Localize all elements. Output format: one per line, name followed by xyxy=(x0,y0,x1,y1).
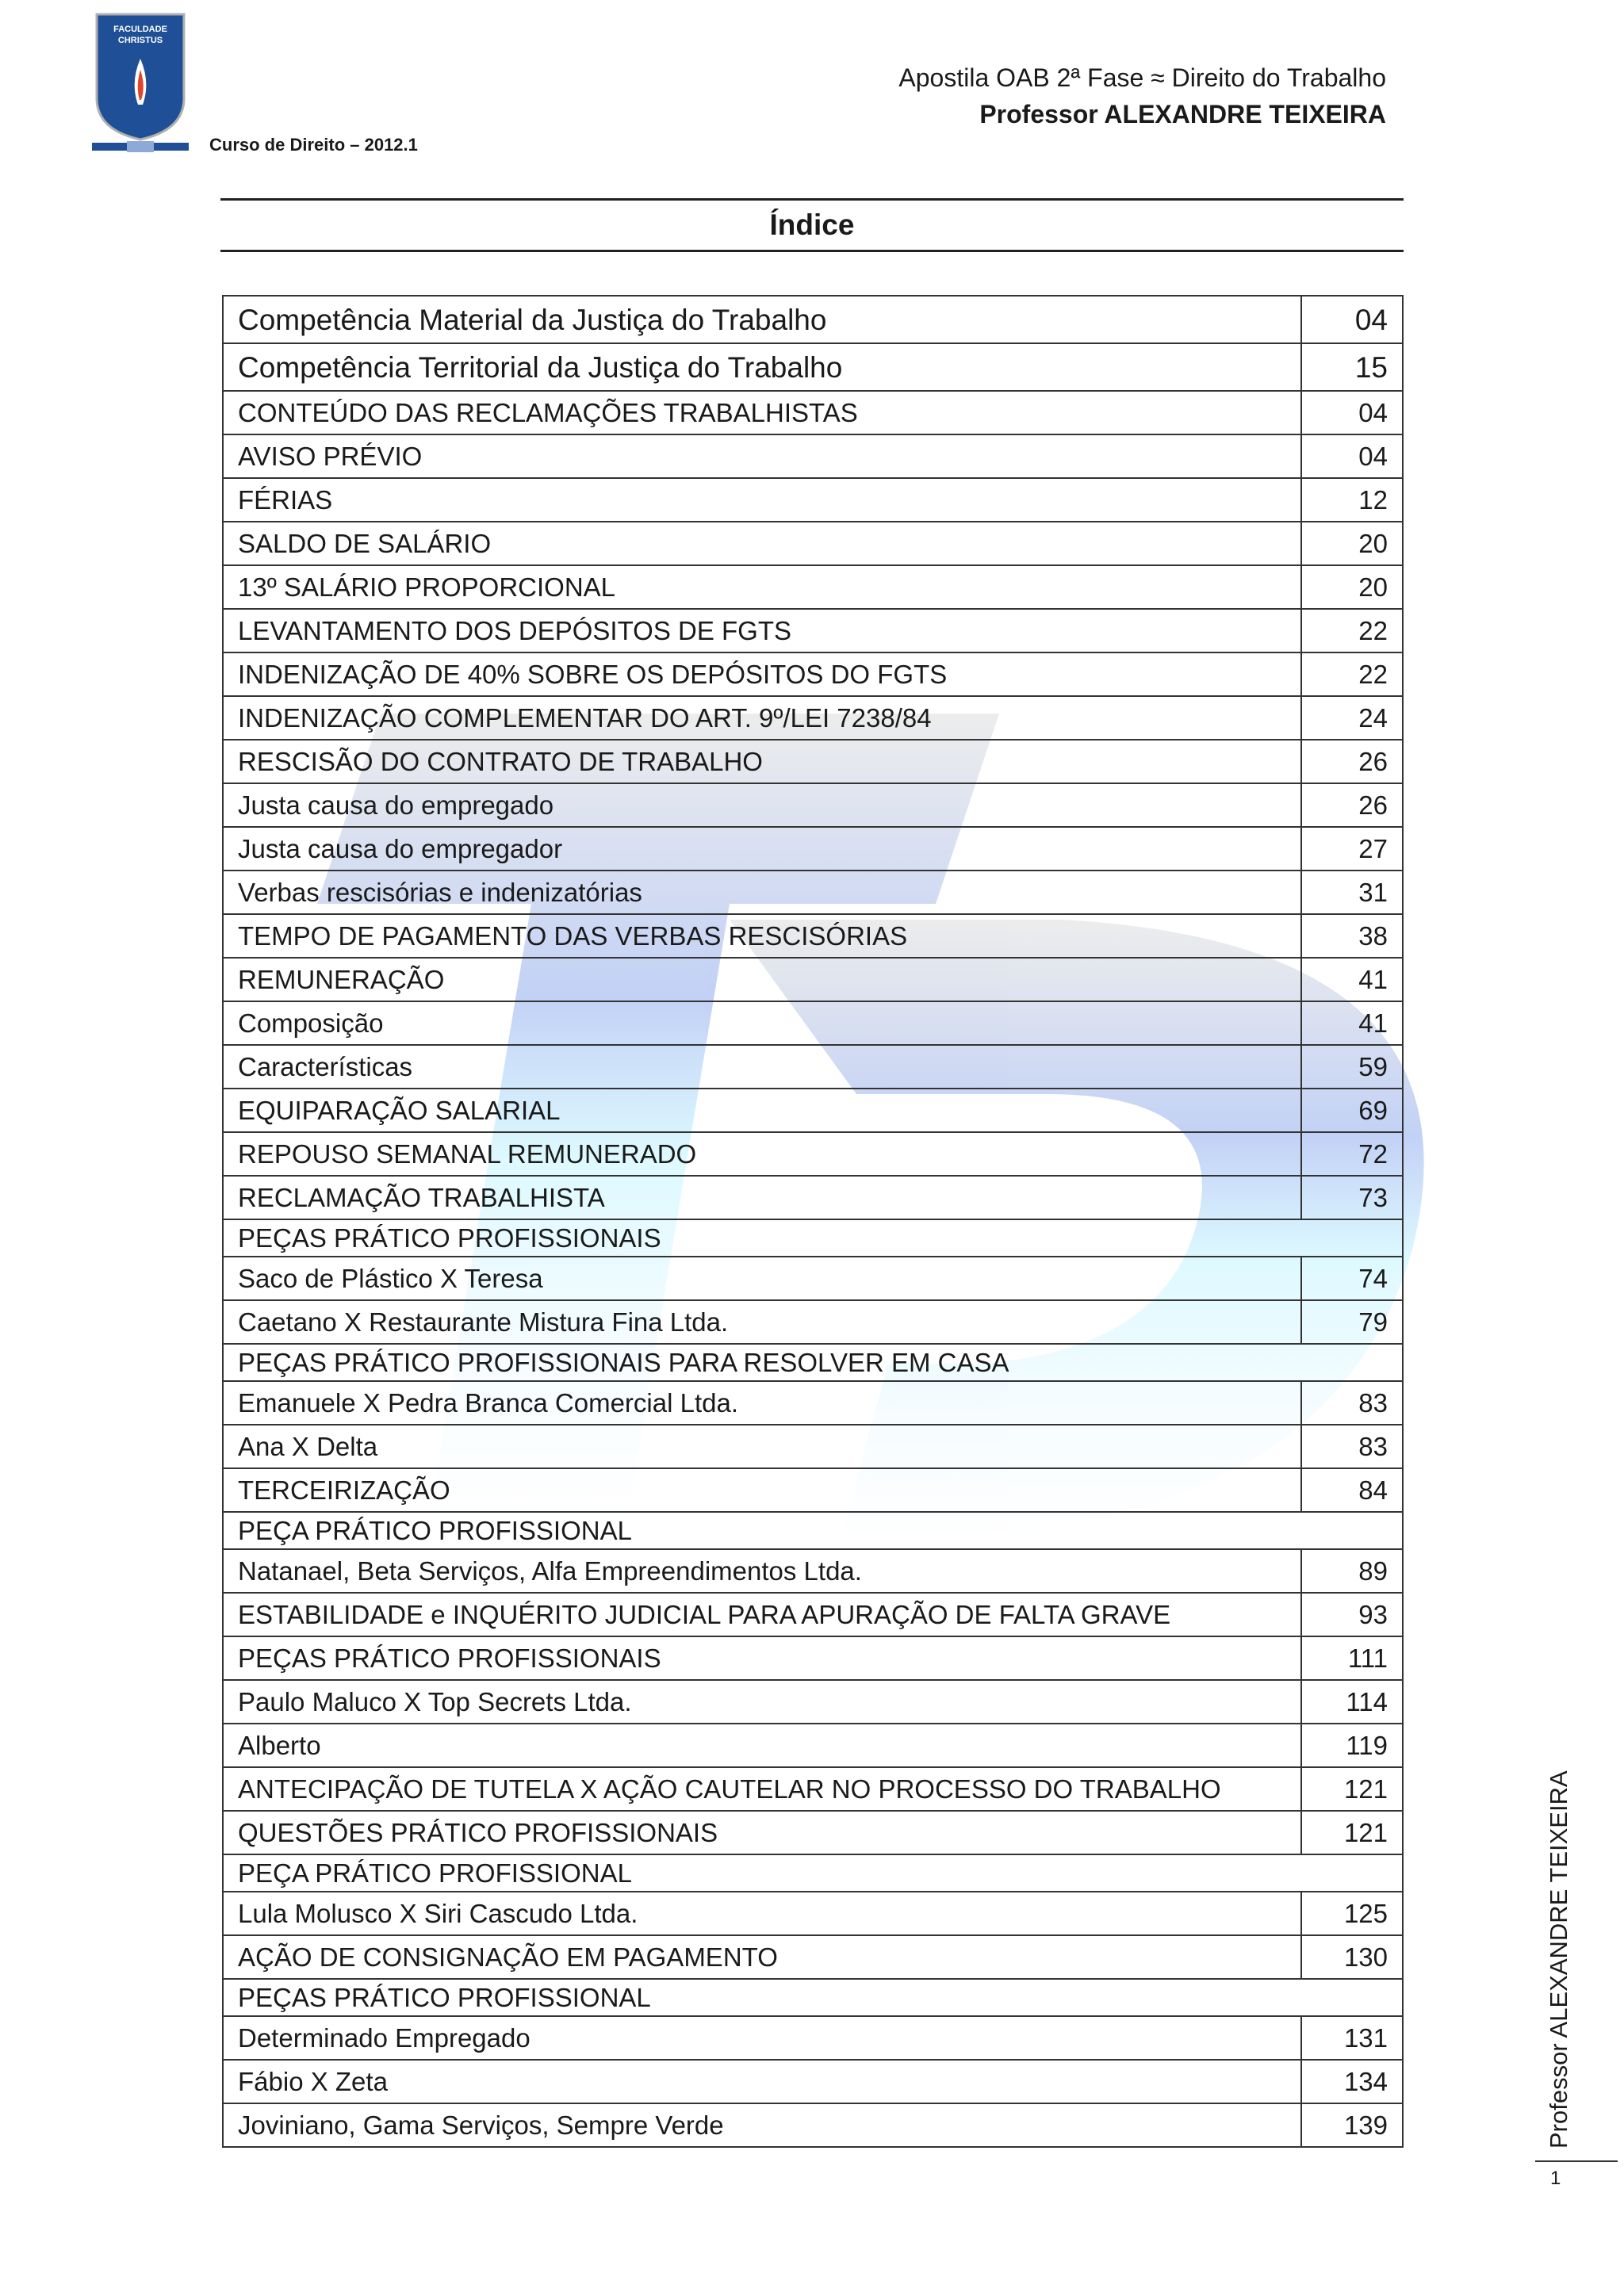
entry-title: Características xyxy=(223,1045,1301,1089)
entry-title: PEÇAS PRÁTICO PROFISSIONAIS xyxy=(223,1219,1403,1257)
entry-title: Verbas rescisórias e indenizatórias xyxy=(223,871,1301,914)
entry-title: Lula Molusco X Siri Cascudo Ltda. xyxy=(223,1892,1301,1935)
header-author: Professor ALEXANDRE TEIXEIRA xyxy=(979,100,1386,128)
table-row xyxy=(223,296,1403,343)
entry-page: 22 xyxy=(1301,609,1403,652)
entry-page: 20 xyxy=(1301,565,1403,609)
header-subtitle: Apostila OAB 2ª Fase ≈ Direito do Trabalho xyxy=(898,63,1386,92)
entry-page: 121 xyxy=(1301,1767,1403,1811)
entry-page: 84 xyxy=(1301,1468,1403,1512)
table-row xyxy=(223,958,1403,1001)
entry-page: 83 xyxy=(1301,1381,1403,1425)
entry-page: 15 xyxy=(1301,343,1403,391)
entry-title: Emanuele X Pedra Branca Comercial Ltda. xyxy=(223,1381,1301,1425)
entry-page: 04 xyxy=(1301,391,1403,434)
svg-text:FACULDADE: FACULDADE xyxy=(113,25,167,34)
entry-page: 12 xyxy=(1301,478,1403,522)
entry-title: Justa causa do empregador xyxy=(223,827,1301,871)
entry-page: 130 xyxy=(1301,1935,1403,1979)
side-author-text: Professor ALEXANDRE TEIXEIRA xyxy=(1545,1770,1572,2149)
entry-page: 114 xyxy=(1301,1680,1403,1724)
table-row xyxy=(223,1854,1403,1892)
entry-page: 93 xyxy=(1301,1593,1403,1636)
entry-page: 74 xyxy=(1301,1257,1403,1300)
table-row xyxy=(223,1219,1403,1257)
table-row xyxy=(223,2016,1403,2060)
table-row xyxy=(223,434,1403,478)
entry-title: PEÇAS PRÁTICO PROFISSIONAIS PARA RESOLVER EM CASA xyxy=(223,1344,1403,1381)
entry-page: 04 xyxy=(1301,434,1403,478)
table-row xyxy=(223,871,1403,914)
entry-title: ESTABILIDADE e INQUÉRITO JUDICIAL PARA APURAÇÃO DE FALTA GRAVE xyxy=(223,1593,1301,1636)
table-row xyxy=(223,1045,1403,1089)
entry-page: 134 xyxy=(1301,2060,1403,2103)
entry-title: AÇÃO DE CONSIGNAÇÃO EM PAGAMENTO xyxy=(223,1935,1301,1979)
table-row xyxy=(223,522,1403,565)
table-row xyxy=(223,343,1403,391)
page-number: 1 xyxy=(1550,2168,1561,2189)
entry-title: Competência Territorial da Justiça do Trabalho xyxy=(223,343,1301,391)
entry-title: INDENIZAÇÃO COMPLEMENTAR DO ART. 9º/LEI 7238/84 xyxy=(223,696,1301,740)
entry-page: 22 xyxy=(1301,652,1403,696)
entry-title: ANTECIPAÇÃO DE TUTELA X AÇÃO CAUTELAR NO PROCESSO DO TRABALHO xyxy=(223,1767,1301,1811)
table-row xyxy=(223,1512,1403,1549)
entry-title: PEÇAS PRÁTICO PROFISSIONAIS xyxy=(223,1636,1301,1680)
entry-title: Alberto xyxy=(223,1724,1301,1767)
entry-page: 89 xyxy=(1301,1549,1403,1593)
table-row xyxy=(223,1979,1403,2016)
entry-title: PEÇA PRÁTICO PROFISSIONAL xyxy=(223,1512,1403,1549)
entry-page: 59 xyxy=(1301,1045,1403,1089)
table-row xyxy=(223,1425,1403,1468)
page-title: Índice xyxy=(220,198,1404,252)
entry-title: Joviniano, Gama Serviços, Sempre Verde xyxy=(223,2103,1301,2147)
entry-title: PEÇA PRÁTICO PROFISSIONAL xyxy=(223,1854,1403,1892)
table-row xyxy=(223,1549,1403,1593)
table-row xyxy=(223,1892,1403,1935)
table-row xyxy=(223,1176,1403,1219)
entry-title: CONTEÚDO DAS RECLAMAÇÕES TRABALHISTAS xyxy=(223,391,1301,434)
entry-page: 119 xyxy=(1301,1724,1403,1767)
entry-title: RECLAMAÇÃO TRABALHISTA xyxy=(223,1176,1301,1219)
course-label: Curso de Direito – 2012.1 xyxy=(209,135,418,155)
table-row xyxy=(223,1257,1403,1300)
table-row xyxy=(223,478,1403,522)
entry-title: Saco de Plástico X Teresa xyxy=(223,1257,1301,1300)
entry-page: 26 xyxy=(1301,783,1403,827)
table-row xyxy=(223,1001,1403,1045)
entry-title: Determinado Empregado xyxy=(223,2016,1301,2060)
entry-title: Competência Material da Justiça do Trabalho xyxy=(223,296,1301,343)
entry-page: 31 xyxy=(1301,871,1403,914)
entry-title: Paulo Maluco X Top Secrets Ltda. xyxy=(223,1680,1301,1724)
entry-title: PEÇAS PRÁTICO PROFISSIONAL xyxy=(223,1979,1403,2016)
entry-page: 24 xyxy=(1301,696,1403,740)
entry-title: RESCISÃO DO CONTRATO DE TRABALHO xyxy=(223,740,1301,783)
table-row xyxy=(223,1724,1403,1767)
entry-page: 131 xyxy=(1301,2016,1403,2060)
table-row xyxy=(223,2103,1403,2147)
svg-text:CHRISTUS: CHRISTUS xyxy=(117,36,163,45)
entry-title: EQUIPARAÇÃO SALARIAL xyxy=(223,1089,1301,1132)
table-row xyxy=(223,2060,1403,2103)
table-row xyxy=(223,740,1403,783)
table-row xyxy=(223,1468,1403,1512)
table-row xyxy=(223,609,1403,652)
entry-title: Fábio X Zeta xyxy=(223,2060,1301,2103)
table-row xyxy=(223,1344,1403,1381)
entry-page: 111 xyxy=(1301,1636,1403,1680)
table-row xyxy=(223,1767,1403,1811)
entry-page: 139 xyxy=(1301,2103,1403,2147)
table-row xyxy=(223,391,1403,434)
entry-page: 73 xyxy=(1301,1176,1403,1219)
entry-title: INDENIZAÇÃO DE 40% SOBRE OS DEPÓSITOS DO FGTS xyxy=(223,652,1301,696)
entry-title: AVISO PRÉVIO xyxy=(223,434,1301,478)
table-row xyxy=(223,696,1403,740)
table-row xyxy=(223,1300,1403,1344)
table-row xyxy=(223,783,1403,827)
entry-title: QUESTÕES PRÁTICO PROFISSIONAIS xyxy=(223,1811,1301,1854)
entry-title: Justa causa do empregado xyxy=(223,783,1301,827)
entry-title: LEVANTAMENTO DOS DEPÓSITOS DE FGTS xyxy=(223,609,1301,652)
table-row xyxy=(223,914,1403,958)
entry-title: Caetano X Restaurante Mistura Fina Ltda. xyxy=(223,1300,1301,1344)
entry-page: 83 xyxy=(1301,1425,1403,1468)
entry-page: 69 xyxy=(1301,1089,1403,1132)
faculty-logo xyxy=(92,11,189,152)
table-row xyxy=(223,1636,1403,1680)
entry-page: 38 xyxy=(1301,914,1403,958)
entry-title: FÉRIAS xyxy=(223,478,1301,522)
entry-title: REPOUSO SEMANAL REMUNERADO xyxy=(223,1132,1301,1176)
table-row xyxy=(223,652,1403,696)
entry-title: REMUNERAÇÃO xyxy=(223,958,1301,1001)
entry-page: 79 xyxy=(1301,1300,1403,1344)
table-row xyxy=(223,565,1403,609)
table-row xyxy=(223,827,1403,871)
entry-page: 121 xyxy=(1301,1811,1403,1854)
entry-page: 26 xyxy=(1301,740,1403,783)
entry-page: 20 xyxy=(1301,522,1403,565)
table-row xyxy=(223,1811,1403,1854)
entry-title: 13º SALÁRIO PROPORCIONAL xyxy=(223,565,1301,609)
entry-title: TERCEIRIZAÇÃO xyxy=(223,1468,1301,1512)
table-row xyxy=(223,1132,1403,1176)
entry-page: 125 xyxy=(1301,1892,1403,1935)
entry-page: 41 xyxy=(1301,958,1403,1001)
entry-page: 27 xyxy=(1301,827,1403,871)
index-table xyxy=(222,295,1404,2148)
table-row xyxy=(223,1935,1403,1979)
table-row xyxy=(223,1089,1403,1132)
entry-page: 72 xyxy=(1301,1132,1403,1176)
side-divider xyxy=(1535,2160,1618,2162)
entry-page: 41 xyxy=(1301,1001,1403,1045)
entry-title: Ana X Delta xyxy=(223,1425,1301,1468)
entry-page: 04 xyxy=(1301,296,1403,343)
entry-title: TEMPO DE PAGAMENTO DAS VERBAS RESCISÓRIAS xyxy=(223,914,1301,958)
table-row xyxy=(223,1680,1403,1724)
table-row xyxy=(223,1593,1403,1636)
entry-title: SALDO DE SALÁRIO xyxy=(223,522,1301,565)
entry-title: Composição xyxy=(223,1001,1301,1045)
entry-title: Natanael, Beta Serviços, Alfa Empreendimentos Ltda. xyxy=(223,1549,1301,1593)
table-row xyxy=(223,1381,1403,1425)
